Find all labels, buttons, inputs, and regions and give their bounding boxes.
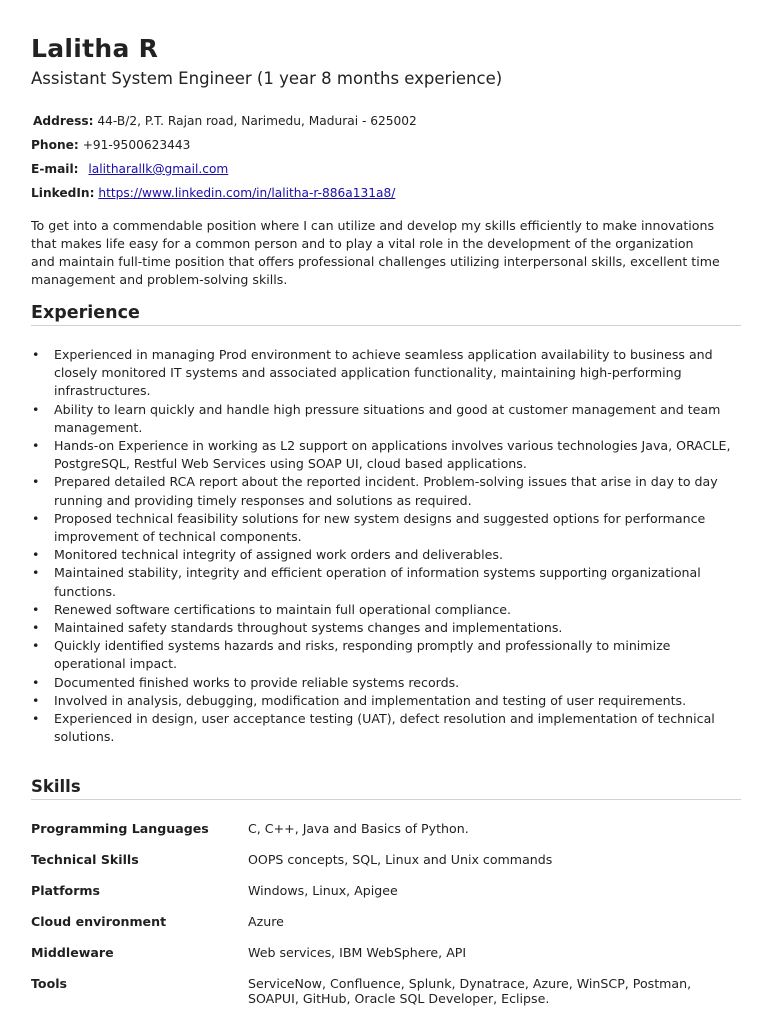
experience-list bbox=[31, 346, 731, 746]
email-link[interactable]: lalitharallk@gmail.com bbox=[88, 162, 229, 176]
skills-table bbox=[31, 821, 741, 1022]
skill-value: ServiceNow, Confluence, Splunk, Dynatrace, Azure, WinSCP, Postman, SOAPUI, GitHub, Oracle SQL Developer, Eclipse. bbox=[248, 976, 692, 1006]
list-item: • Prepared detailed RCA report about the reported incident. Problem-solving issues that arise in day to day running and providing timely responses and solutions as required. bbox=[31, 473, 731, 509]
skill-value: Windows, Linux, Apigee bbox=[248, 883, 398, 898]
skill-value: OOPS concepts, SQL, Linux and Unix commands bbox=[248, 852, 553, 867]
email-label: E-mail: bbox=[31, 162, 79, 176]
skill-value: C, C++, Java and Basics of Python. bbox=[248, 821, 469, 836]
skill-label: Middleware bbox=[31, 945, 114, 960]
list-item: • Involved in analysis, debugging, modification and implementation and testing of user requirements. bbox=[31, 692, 731, 710]
skill-label: Programming Languages bbox=[31, 821, 209, 836]
skill-row bbox=[31, 883, 741, 898]
skill-label: Cloud environment bbox=[31, 914, 167, 929]
candidate-name: Lalitha R bbox=[31, 34, 159, 63]
list-item: • Ability to learn quickly and handle high pressure situations and good at customer management and team management. bbox=[31, 401, 731, 437]
list-item: • Quickly identified systems hazards and risks, responding promptly and professionally to minimize operational impact. bbox=[31, 637, 731, 673]
skills-heading: Skills bbox=[31, 777, 81, 796]
list-item: • Renewed software certifications to maintain full operational compliance. bbox=[31, 601, 731, 619]
skill-value: Azure bbox=[248, 914, 284, 929]
skill-row bbox=[31, 821, 741, 836]
list-item: • Maintained stability, integrity and efficient operation of information systems supporting organizational functions. bbox=[31, 564, 731, 600]
skill-value: Web services, IBM WebSphere, API bbox=[248, 945, 467, 960]
summary-paragraph: To get into a commendable position where I can utilize and develop my skills efficiently to make innovations that makes life easy for a common person and to play a vital role in the development of the organization and maintain full-time position that offers professional challenges utilizing interpersonal skills, excellent time management and problem-solving skills. bbox=[31, 218, 720, 287]
linkedin-link[interactable]: https://www.linkedin.com/in/lalitha-r-886a131a8/ bbox=[98, 186, 396, 200]
phone-line bbox=[31, 138, 190, 152]
list-item: • Hands-on Experience in working as L2 support on applications involves various technologies Java, ORACLE, PostgreSQL, Restful Web Services using SOAP UI, cloud based applications. bbox=[31, 437, 731, 473]
linkedin-label: LinkedIn: bbox=[31, 186, 95, 200]
address-label: Address: bbox=[33, 114, 94, 128]
phone-label: Phone: bbox=[31, 138, 79, 152]
skills-divider bbox=[31, 799, 741, 800]
experience-heading: Experience bbox=[31, 303, 140, 323]
skill-row bbox=[31, 914, 741, 929]
skill-row bbox=[31, 852, 741, 867]
skill-row bbox=[31, 976, 741, 1006]
address-line bbox=[33, 114, 417, 128]
skill-label: Technical Skills bbox=[31, 852, 139, 867]
list-item: • Documented finished works to provide reliable systems records. bbox=[31, 674, 731, 692]
experience-divider bbox=[31, 325, 741, 326]
list-item: • Monitored technical integrity of assigned work orders and deliverables. bbox=[31, 546, 731, 564]
list-item: • Experienced in design, user acceptance testing (UAT), defect resolution and implementation of technical solutions. bbox=[31, 710, 731, 746]
phone-value: +91-9500623443 bbox=[82, 138, 191, 152]
skill-label: Platforms bbox=[31, 883, 101, 898]
address-value: 44-B/2, P.T. Rajan road, Narimedu, Madurai - 625002 bbox=[97, 114, 417, 128]
skill-label: Tools bbox=[31, 976, 68, 991]
candidate-role: Assistant System Engineer (1 year 8 months experience) bbox=[31, 69, 503, 88]
skill-row bbox=[31, 945, 741, 960]
list-item: • Maintained safety standards throughout systems changes and implementations. bbox=[31, 619, 731, 637]
email-line bbox=[31, 162, 228, 176]
list-item: • Experienced in managing Prod environment to achieve seamless application availability to business and closely monitored IT systems and associated application functionality, maintaining high-performing infrastructures. bbox=[31, 346, 731, 401]
linkedin-line bbox=[31, 186, 395, 200]
list-item: • Proposed technical feasibility solutions for new system designs and suggested options for performance improvement of technical components. bbox=[31, 510, 731, 546]
